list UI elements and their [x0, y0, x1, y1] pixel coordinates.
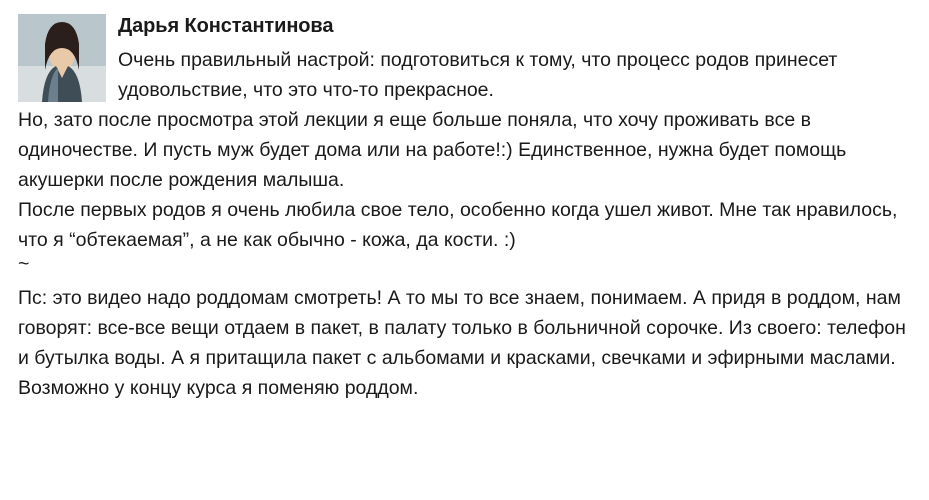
comment-separator: ~ — [18, 253, 30, 275]
comment-paragraph-3: После первых родов я очень любила свое тело, особенно когда ушел живот. Мне так нравилось, что я “обтекаемая”, а не как обычно - кожа, да кости. :) — [18, 199, 898, 251]
comment-paragraph-1: Очень правильный настрой: подготовиться к тому, что процесс родов принесет удовольствие, что это что-то прекрасное. — [118, 49, 838, 101]
comment-postscript: Пс: это видео надо роддомам смотреть! А то мы то все знаем, понимаем. А придя в роддом, нам говорят: все-все вещи отдаем в пакет, в палату только в больничной сорочке. Из своего: телефон и бутылка воды. А я притащила пакет с альбомами и красками, свечками и эфирными маслами. Возможно у концу курса я поменяю роддом. — [18, 287, 906, 399]
avatar — [18, 14, 106, 102]
comment-author: Дарья Константинова — [118, 15, 334, 37]
comment-paragraph-2: Но, зато после просмотра этой лекции я еще больше поняла, что хочу проживать все в одиночестве. И пусть муж будет дома или на работе!:) Единственное, нужна будет помощь акушерки после рождения малыша. — [18, 109, 847, 191]
avatar-image — [18, 14, 106, 102]
spacer — [18, 273, 911, 283]
